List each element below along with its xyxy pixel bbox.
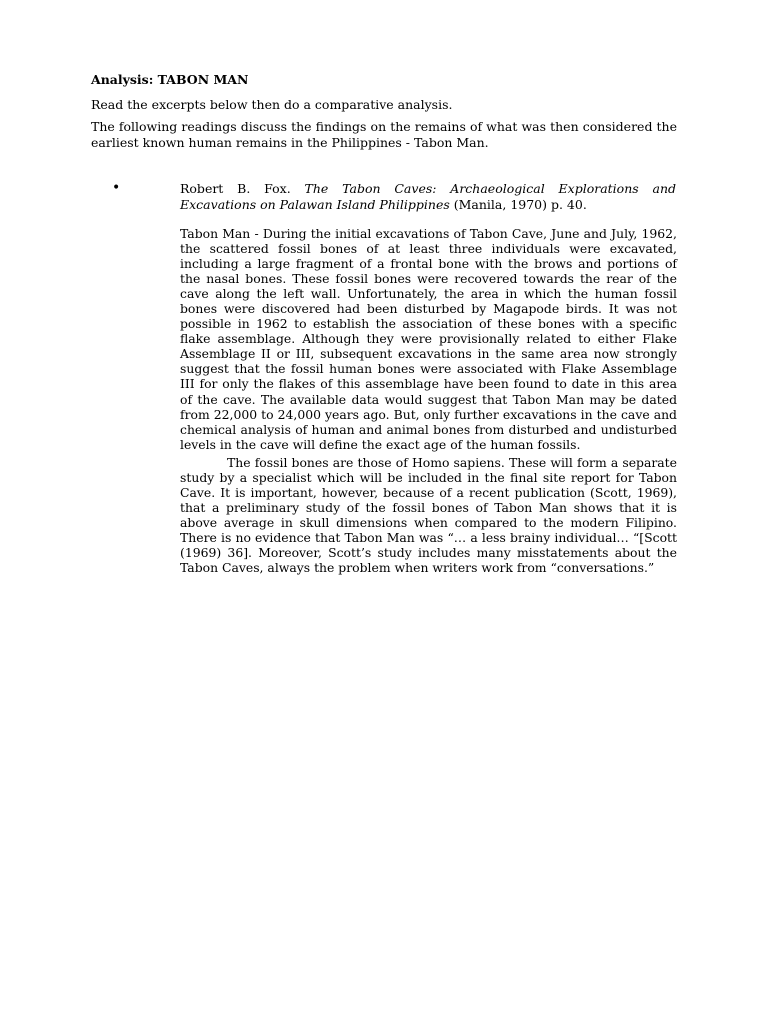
intro-paragraph: The following readings discuss the findings on the remains of what was then considered the earliest known human remains in the Philippines - Tabon Man. — [91, 119, 677, 150]
excerpt-paragraph-1: Tabon Man - During the initial excavations of Tabon Cave, June and July, 1962, the scattered fossil bones of at least three individuals were excavated, including a large fragment of a frontal bone with the brows and portions of the nasal bones. These fossil bones were recovered towards the rear of the cave along the left wall. Unfortunately, the area in which the human fossil bones were discovered had been disturbed by Magapode birds. It was not possible in 1962 to establish the association of these bones with a specific flake assemblage. Although they were provisionally related to either Flake Assemblage II or III, subsequent excavations in the same area now strongly suggest that the fossil human bones were associated with Flake Assemblage III for only the flakes of this assemblage have been found to date in this area of the cave. The available data would suggest that Tabon Man may be dated from 22,000 to 24,000 years ago. But, only further excavations in the cave and chemical analysis of human and animal bones from disturbed and undisturbed levels in the cave will define the exact age of the human fossils. — [180, 226, 677, 452]
citation-publication: (Manila, 1970) p. 40. — [449, 197, 587, 212]
citation-title: The Tabon Caves: Archaeological Explorations and Excavations on Palawan Island Philippines — [180, 181, 677, 212]
citation-author: Robert B. Fox. — [180, 181, 305, 196]
citation — [180, 181, 676, 213]
document-heading: Analysis: TABON MAN — [91, 72, 249, 87]
excerpt-paragraph-2: The fossil bones are those of Homo sapiens. These will form a separate study by a specialist which will be included in the final site report for Tabon Cave. It is important, however, because of a recent publication (Scott, 1969), that a preliminary study of the fossil bones of Tabon Man shows that it is above average in skull dimensions when compared to the modern Filipino. There is no evidence that Tabon Man was “… a less brainy individual… “[Scott (1969) 36]. Moreover, Scott’s study includes many misstatements about the Tabon Caves, always the problem when writers work from “conversations.” — [180, 455, 677, 576]
bullet-point: • — [112, 180, 121, 196]
instruction-text: Read the excerpts below then do a comparative analysis. — [91, 97, 453, 112]
